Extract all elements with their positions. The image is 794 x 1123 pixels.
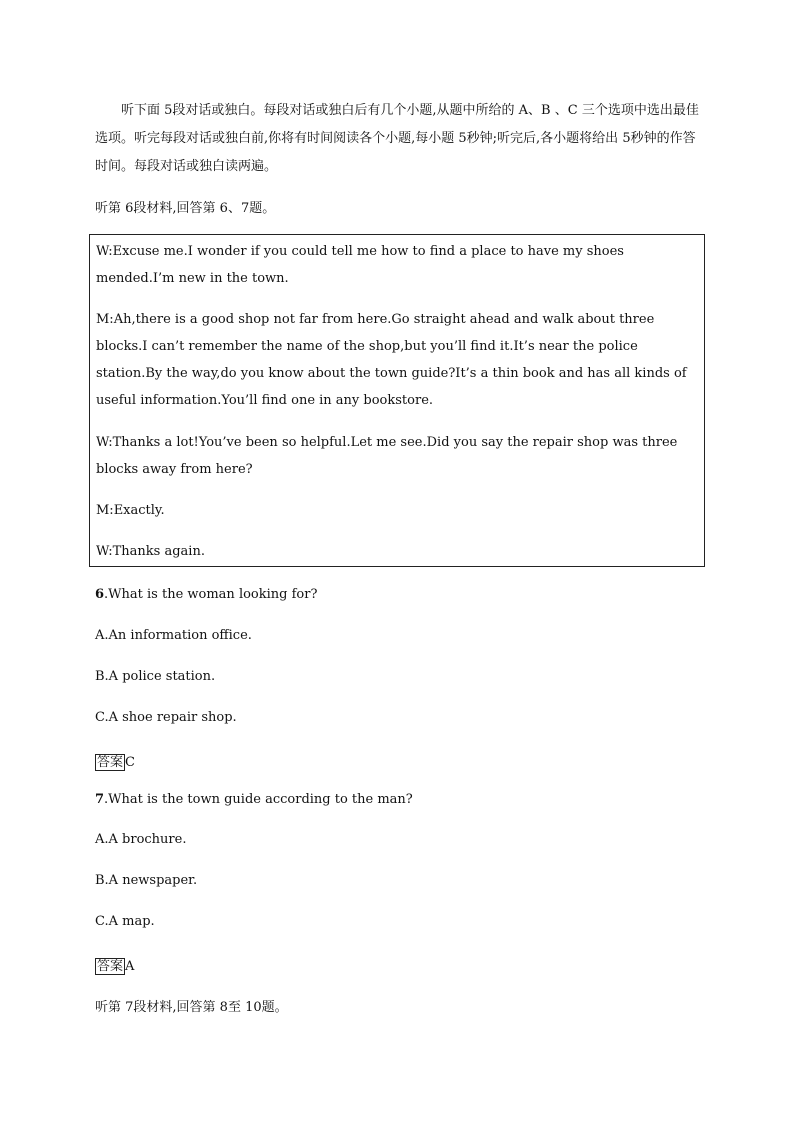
question-number: 6	[95, 587, 105, 602]
q6-answer	[95, 751, 135, 770]
answer-label: 答案	[97, 959, 124, 974]
q6-option-c: C.A shoe repair shop.	[95, 710, 237, 725]
section-7-heading: 听第 7段材料,回答第 8至 10题。	[95, 1000, 288, 1015]
answer-label: 答案	[97, 755, 124, 770]
dialogue-line: M:Exactly.	[96, 503, 165, 518]
instructions-text: 听下面 5段对话或独白。每段对话或独白后有几个小题,从题中所给的 A、B 、C 三个选项中选出最佳选项。听完每段对话或独白前,你将有时间阅读各个小题,每小题 5秒钟;听完后,各小题将给出 5秒钟的作答时间。每段对话或独白读两遍。	[95, 103, 699, 174]
dialogue-box	[89, 234, 705, 567]
q7-option-b: B.A newspaper.	[95, 873, 198, 888]
dialogue-line: W:Thanks again.	[96, 544, 205, 559]
question-number: 7	[95, 792, 105, 807]
question-7	[95, 792, 413, 807]
q7-option-a: A.A brochure.	[95, 832, 187, 847]
q6-option-b: B.A police station.	[95, 669, 216, 684]
dialogue-line: W:Thanks a lot!You’ve been so helpful.Let me see.Did you say the repair shop was three blocks away from here?	[96, 435, 678, 477]
q7-answer	[95, 955, 134, 974]
instructions-paragraph	[95, 97, 700, 181]
q6-option-a: A.An information office.	[95, 628, 252, 643]
section-6-heading: 听第 6段材料,回答第 6、7题。	[95, 201, 276, 216]
dialogue-line: M:Ah,there is a good shop not far from here.Go straight ahead and walk about three blocks.I can’t remember the name of the shop,but you’ll find it.It’s near the police station.By the way,do you know about the town guide?It’s a thin book and has all kinds of useful information.You’ll find one in any bookstore.	[96, 312, 687, 408]
question-text: .What is the woman looking for?	[104, 587, 318, 602]
answer-value: A	[125, 959, 135, 974]
question-6	[95, 587, 317, 602]
q7-option-c: C.A map.	[95, 914, 155, 929]
dialogue-line: W:Excuse me.I wonder if you could tell me how to find a place to have my shoes mended.I’m new in the town.	[96, 244, 624, 286]
question-text: .What is the town guide according to the man?	[104, 792, 413, 807]
answer-value: C	[125, 755, 135, 770]
